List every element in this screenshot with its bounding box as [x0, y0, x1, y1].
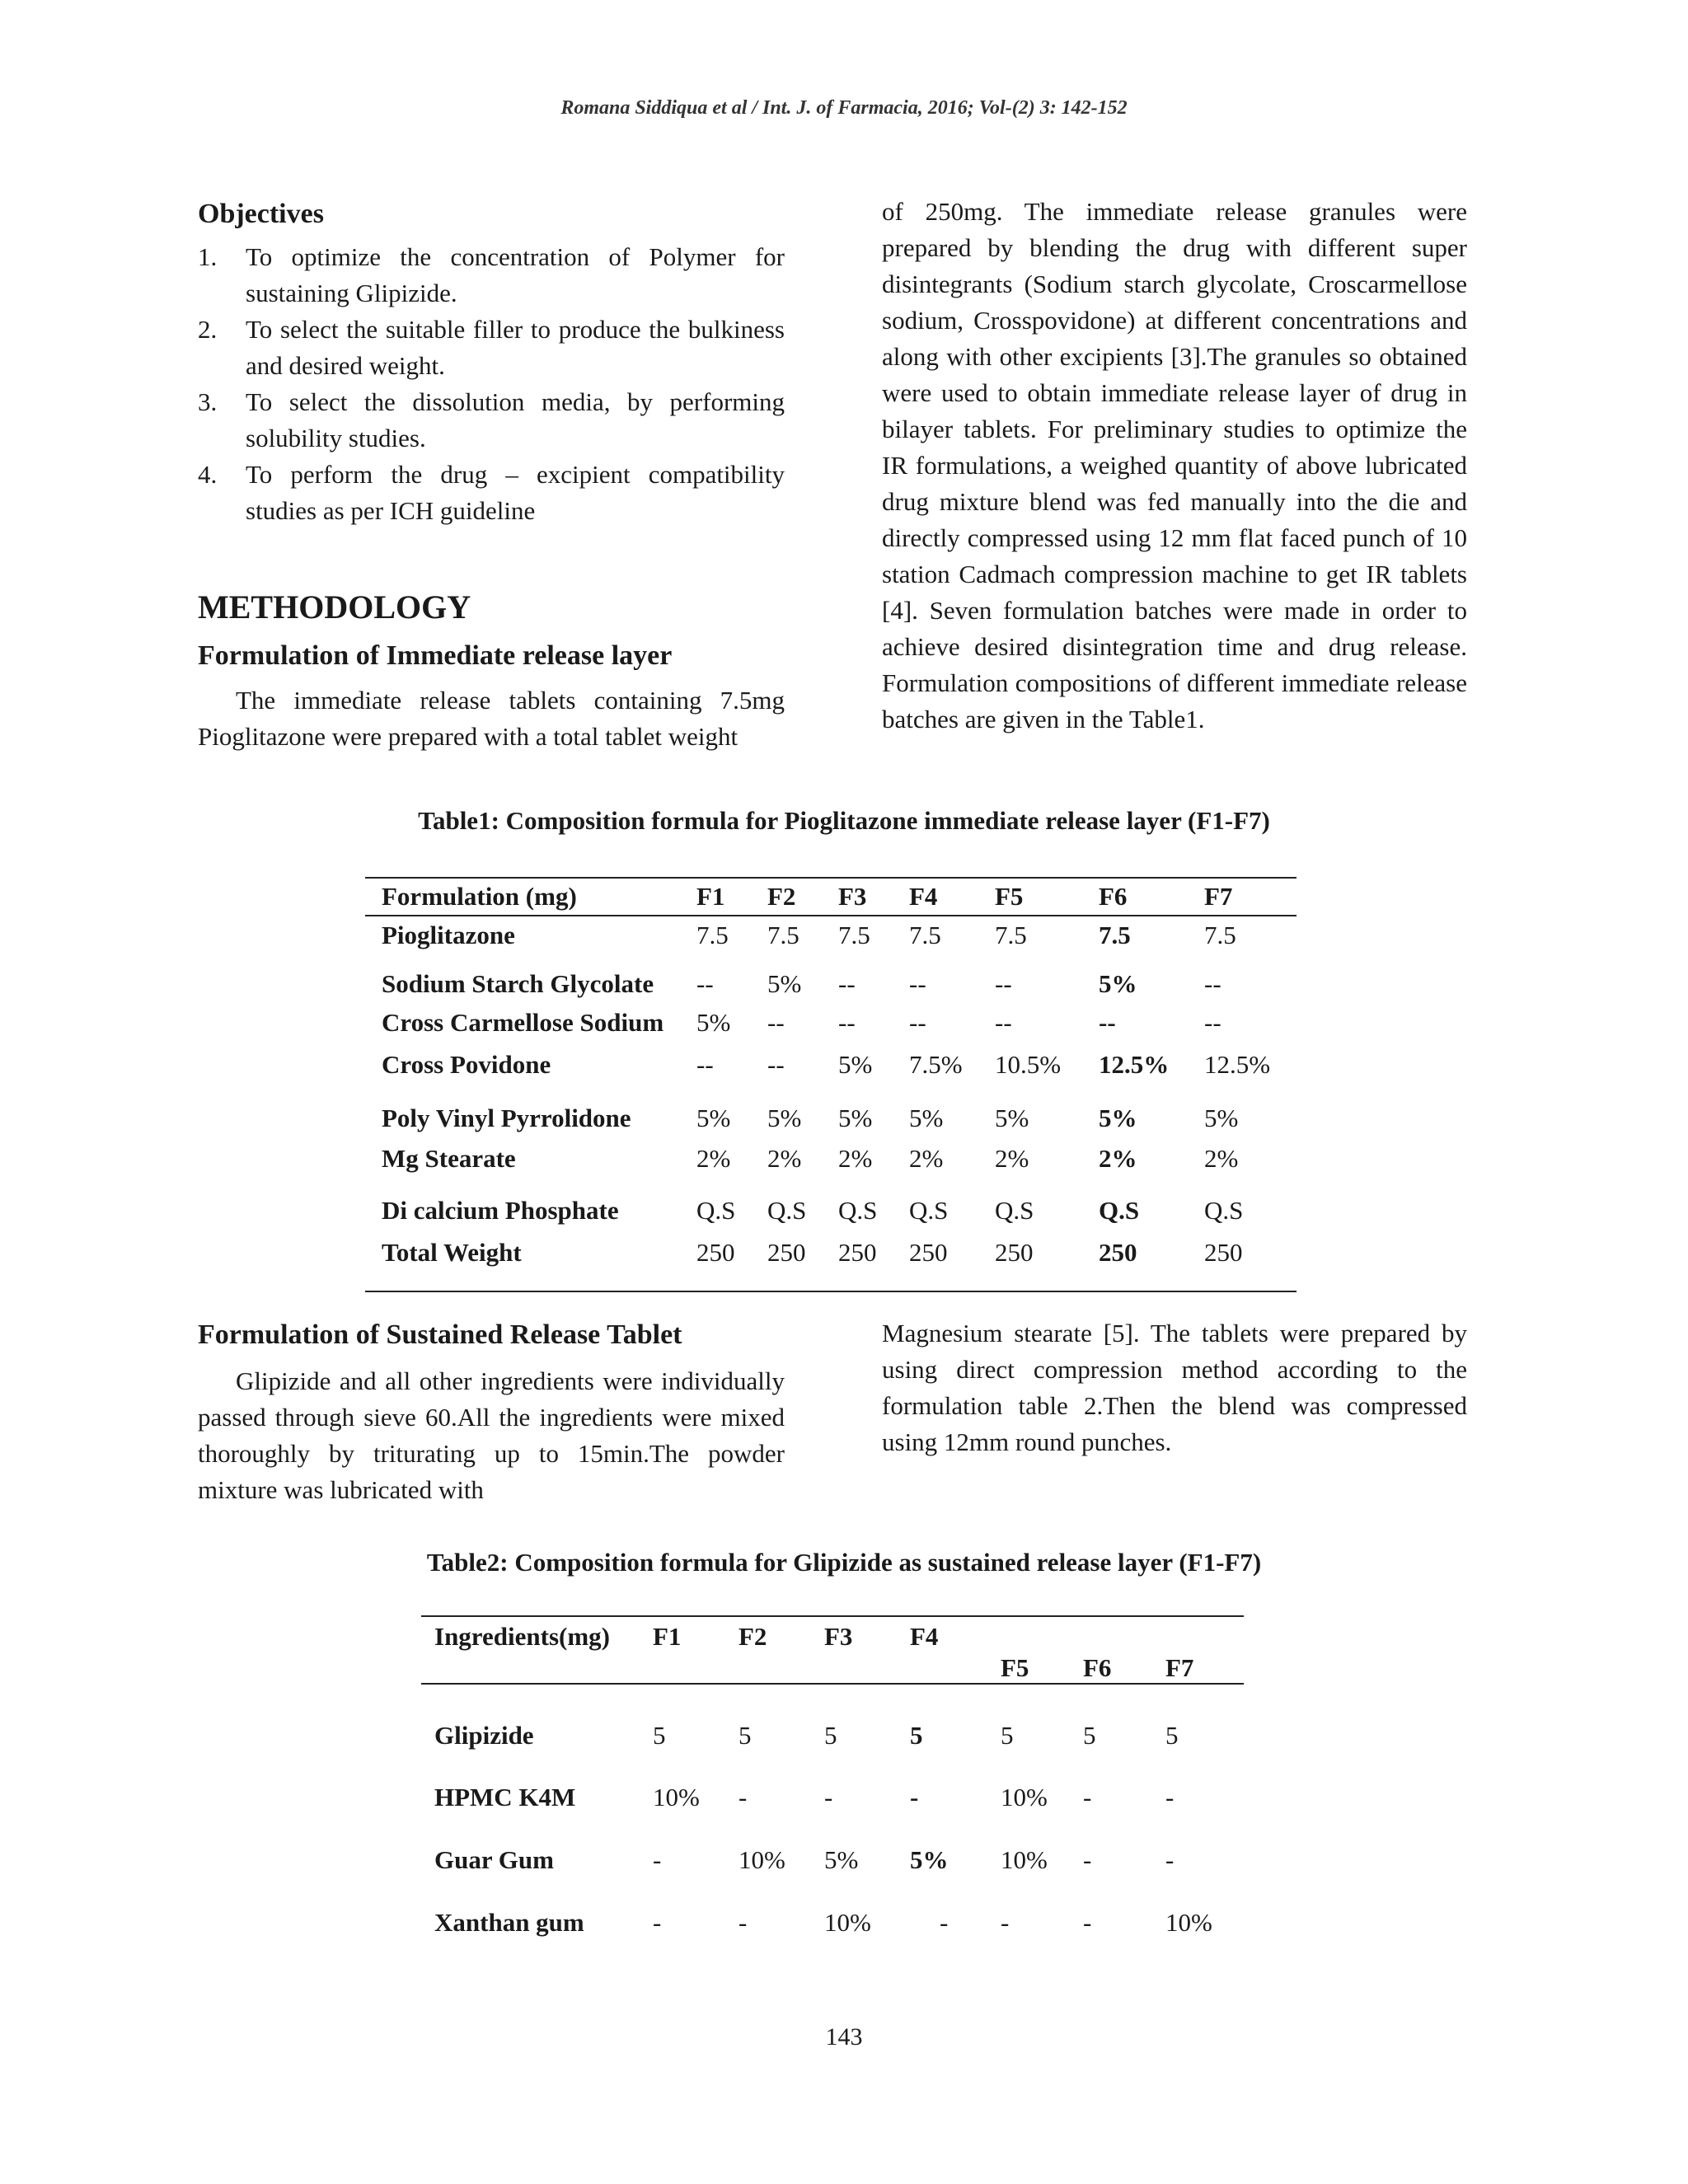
table-cell: -- — [909, 1008, 926, 1037]
objective-text: To perform the drug – excipient compatibility studies as per ICH guideline — [246, 460, 785, 525]
table-cell: 5 — [1001, 1720, 1014, 1750]
objectives-list — [198, 239, 785, 529]
table2-header-cell: F5 — [1001, 1616, 1083, 1684]
left-column-methodology — [198, 587, 785, 755]
table1-header-cell: F5 — [995, 878, 1099, 916]
ir-heading: Formulation of Immediate release layer — [198, 640, 673, 671]
row-label: Di calcium Phosphate — [382, 1196, 619, 1225]
objective-item — [198, 312, 785, 384]
table-cell: -- — [1099, 1008, 1116, 1037]
table-cell: - — [1083, 1783, 1092, 1811]
running-header: Romana Siddiqua et al / Int. J. of Farmacia, 2016; Vol-(2) 3: 142-152 — [560, 97, 1128, 119]
table-cell: 5 — [1165, 1720, 1179, 1750]
table2-header-cell: F4 — [910, 1616, 1001, 1684]
table-cell: 5 — [738, 1720, 752, 1750]
table-cell: 5% — [1099, 969, 1137, 998]
row-label: Pioglitazone — [382, 920, 515, 949]
sr-section-left — [198, 1317, 785, 1508]
table1-header-cell: F6 — [1099, 878, 1204, 916]
table-cell: -- — [696, 1050, 714, 1079]
table-cell: -- — [838, 969, 856, 998]
table-cell: -- — [1204, 1008, 1221, 1037]
table-cell: - — [1165, 1783, 1175, 1811]
table-cell: -- — [1204, 969, 1221, 998]
table-cell: Q.S — [838, 1196, 878, 1225]
table-cell: - — [653, 1845, 662, 1874]
table-cell: Q.S — [1099, 1196, 1140, 1225]
table-row — [365, 1043, 1296, 1087]
table-cell: - — [1083, 1845, 1092, 1874]
table-cell: 7.5 — [1204, 920, 1236, 949]
table-cell: -- — [838, 1008, 856, 1037]
table-cell: - — [1083, 1908, 1092, 1937]
table-cell: 7.5 — [838, 920, 870, 949]
row-label: Cross Carmellose Sodium — [382, 1008, 664, 1037]
row-label: Cross Povidone — [382, 1050, 551, 1079]
table-cell: -- — [767, 1050, 785, 1079]
objective-item — [198, 239, 785, 312]
table-cell: 12.5% — [1099, 1050, 1170, 1079]
row-label: Guar Gum — [434, 1845, 554, 1874]
table-cell: 5% — [696, 1008, 731, 1037]
table-cell: 12.5% — [1204, 1050, 1271, 1079]
table-cell: 5 — [653, 1720, 666, 1750]
table-cell: 250 — [995, 1237, 1034, 1267]
table-row — [365, 1138, 1296, 1179]
table1 — [365, 877, 1296, 1292]
table-cell: 2% — [995, 1144, 1029, 1173]
objective-text: To select the dissolution media, by performing solubility studies. — [246, 387, 785, 452]
table-cell: 7.5 — [767, 920, 799, 949]
table-cell: -- — [995, 969, 1012, 998]
table1-header-cell: F3 — [838, 878, 909, 916]
table-cell: - — [738, 1783, 748, 1811]
table-cell: 10% — [1165, 1908, 1212, 1937]
table1-caption: Table1: Composition formula for Pioglitazone immediate release layer (F1-F7) — [418, 806, 1270, 835]
table-row — [421, 1766, 1244, 1829]
sr-paragraph-right: Magnesium stearate [5]. The tablets were prepared by using direct compression method according to the formulation table 2.Then the blend was compressed using 12mm round punches. — [882, 1319, 1467, 1456]
table2 — [421, 1615, 1244, 1954]
objective-text: To optimize the concentration of Polymer for sustaining Glipizide. — [246, 242, 785, 307]
table1-header-cell: F2 — [767, 878, 838, 916]
table-cell: 250 — [838, 1237, 877, 1267]
table-cell: 250 — [909, 1237, 948, 1267]
table-cell: 2% — [1204, 1144, 1239, 1173]
table-cell: 5% — [838, 1050, 873, 1079]
table-row — [365, 1230, 1296, 1291]
page-number: 143 — [825, 2023, 863, 2050]
table-cell: 5 — [1083, 1720, 1096, 1750]
table-cell: Q.S — [696, 1196, 736, 1225]
table-cell: 7.5 — [1099, 920, 1131, 949]
table-cell: - — [824, 1783, 833, 1811]
row-label: Mg Stearate — [382, 1144, 516, 1173]
table-row — [365, 1179, 1296, 1230]
table-cell: 5 — [910, 1720, 923, 1750]
row-label: Glipizide — [434, 1720, 534, 1750]
table2-header-cell: F3 — [824, 1616, 910, 1684]
objective-number: 1. — [198, 242, 218, 271]
table-cell: - — [1165, 1845, 1175, 1874]
table2-header-cell: F2 — [738, 1616, 824, 1684]
sr-heading: Formulation of Sustained Release Tablet — [198, 1319, 682, 1350]
table-cell: 10% — [1001, 1845, 1048, 1874]
table-cell: Q.S — [1204, 1196, 1244, 1225]
table-row — [365, 916, 1296, 954]
objectives-heading: Objectives — [198, 199, 324, 229]
table-cell: 2% — [767, 1144, 802, 1173]
table-cell: - — [738, 1908, 748, 1937]
table2-header-cell: Ingredients(mg) — [421, 1616, 653, 1684]
table-row — [365, 1003, 1296, 1043]
table-row — [421, 1684, 1244, 1766]
ir-paragraph-left: The immediate release tablets containing 7.5mg Pioglitazone were prepared with a total tablet weight — [198, 686, 785, 751]
table-cell: 10.5% — [995, 1050, 1062, 1079]
table-cell: 5% — [909, 1104, 944, 1132]
table-row — [365, 954, 1296, 1003]
table-cell: 250 — [767, 1237, 806, 1267]
table-cell: Q.S — [767, 1196, 807, 1225]
table-cell: - — [653, 1908, 662, 1937]
table2-header-cell: F6 — [1083, 1616, 1165, 1684]
table-cell: 250 — [696, 1237, 735, 1267]
objective-text: To select the suitable filler to produce the bulkiness and desired weight. — [246, 315, 785, 380]
table1-header-row — [365, 878, 1296, 916]
table-cell: 2% — [838, 1144, 873, 1173]
table-cell: 7.5% — [909, 1050, 963, 1079]
row-label: Poly Vinyl Pyrrolidone — [382, 1104, 631, 1132]
table-cell: 2% — [1099, 1144, 1137, 1173]
ir-paragraph-right: of 250mg. The immediate release granules were prepared by blending the drug with different super disintegrants (Sodium starch glycolate, Croscarmellose sodium, Crosspovidone) at different concentrations and along with other excipients [3].The granules so obtained were used to obtain immediate release layer of drug in bilayer tablets. For preliminary studies to optimize the IR formulations, a weighed quantity of above lubricated drug mixture blend was fed manually into the die and directly compressed using 12 mm flat faced punch of 10 station Cadmach compression machine to get IR tablets [4]. Seven formulation batches were made in order to achieve desired disintegration time and drug release. Formulation compositions of different immediate release batches are given in the Table1. — [882, 197, 1467, 733]
table-cell: 250 — [1099, 1237, 1137, 1267]
left-column-top — [198, 196, 785, 529]
table-cell: 5% — [696, 1104, 731, 1132]
table2-header-row — [421, 1616, 1244, 1684]
table-cell: 5 — [824, 1720, 837, 1750]
objective-item — [198, 457, 785, 529]
table-cell: 5% — [910, 1845, 949, 1874]
table-cell: 5% — [767, 969, 802, 998]
table-cell: 7.5 — [995, 920, 1027, 949]
objective-number: 3. — [198, 387, 218, 416]
table-cell: 2% — [696, 1144, 731, 1173]
table2-caption: Table2: Composition formula for Glipizide as sustained release layer (F1-F7) — [426, 1548, 1262, 1577]
objective-number: 2. — [198, 315, 218, 344]
table-cell: - — [940, 1908, 949, 1937]
table-cell: 10% — [653, 1783, 700, 1811]
table2-header-cell: F1 — [653, 1616, 738, 1684]
table-cell: 5% — [1099, 1104, 1137, 1132]
table1-header-cell: F1 — [696, 878, 767, 916]
table-cell: Q.S — [995, 1196, 1034, 1225]
methodology-heading: METHODOLOGY — [198, 588, 471, 626]
table-cell: 250 — [1204, 1237, 1243, 1267]
table-cell: 5% — [995, 1104, 1029, 1132]
table-cell: - — [910, 1783, 919, 1811]
table-cell: 10% — [824, 1908, 871, 1937]
row-label: Xanthan gum — [434, 1908, 584, 1937]
table1-header-cell: F4 — [909, 878, 995, 916]
table-cell: 5% — [824, 1845, 859, 1874]
table-row — [421, 1829, 1244, 1891]
table-cell: 5% — [1204, 1104, 1239, 1132]
table-cell: - — [1001, 1908, 1010, 1937]
table1-header-cell: F7 — [1204, 878, 1296, 916]
table-cell: 5% — [838, 1104, 873, 1132]
table-cell: 5% — [767, 1104, 802, 1132]
table-row — [365, 1087, 1296, 1138]
table-row — [421, 1891, 1244, 1954]
table-cell: Q.S — [909, 1196, 949, 1225]
objective-item — [198, 384, 785, 457]
table-cell: 7.5 — [909, 920, 941, 949]
row-label: HPMC K4M — [434, 1783, 576, 1811]
sr-paragraph-left: Glipizide and all other ingredients were individually passed through sieve 60.All the ingredients were mixed thoroughly by triturating up to 15min.The powder mixture was lubricated with — [198, 1366, 785, 1504]
table-cell: 2% — [909, 1144, 944, 1173]
table-cell: -- — [995, 1008, 1012, 1037]
table-cell: -- — [696, 969, 714, 998]
row-label: Sodium Starch Glycolate — [382, 969, 654, 998]
row-label: Total Weight — [382, 1237, 522, 1267]
objective-number: 4. — [198, 460, 218, 489]
table1-header-cell: Formulation (mg) — [365, 878, 696, 916]
table-cell: 10% — [1001, 1783, 1048, 1811]
table-cell: -- — [767, 1008, 785, 1037]
table-cell: 7.5 — [696, 920, 729, 949]
table2-header-cell: F7 — [1165, 1616, 1244, 1684]
table-cell: -- — [909, 969, 926, 998]
table-cell: 10% — [738, 1845, 785, 1874]
